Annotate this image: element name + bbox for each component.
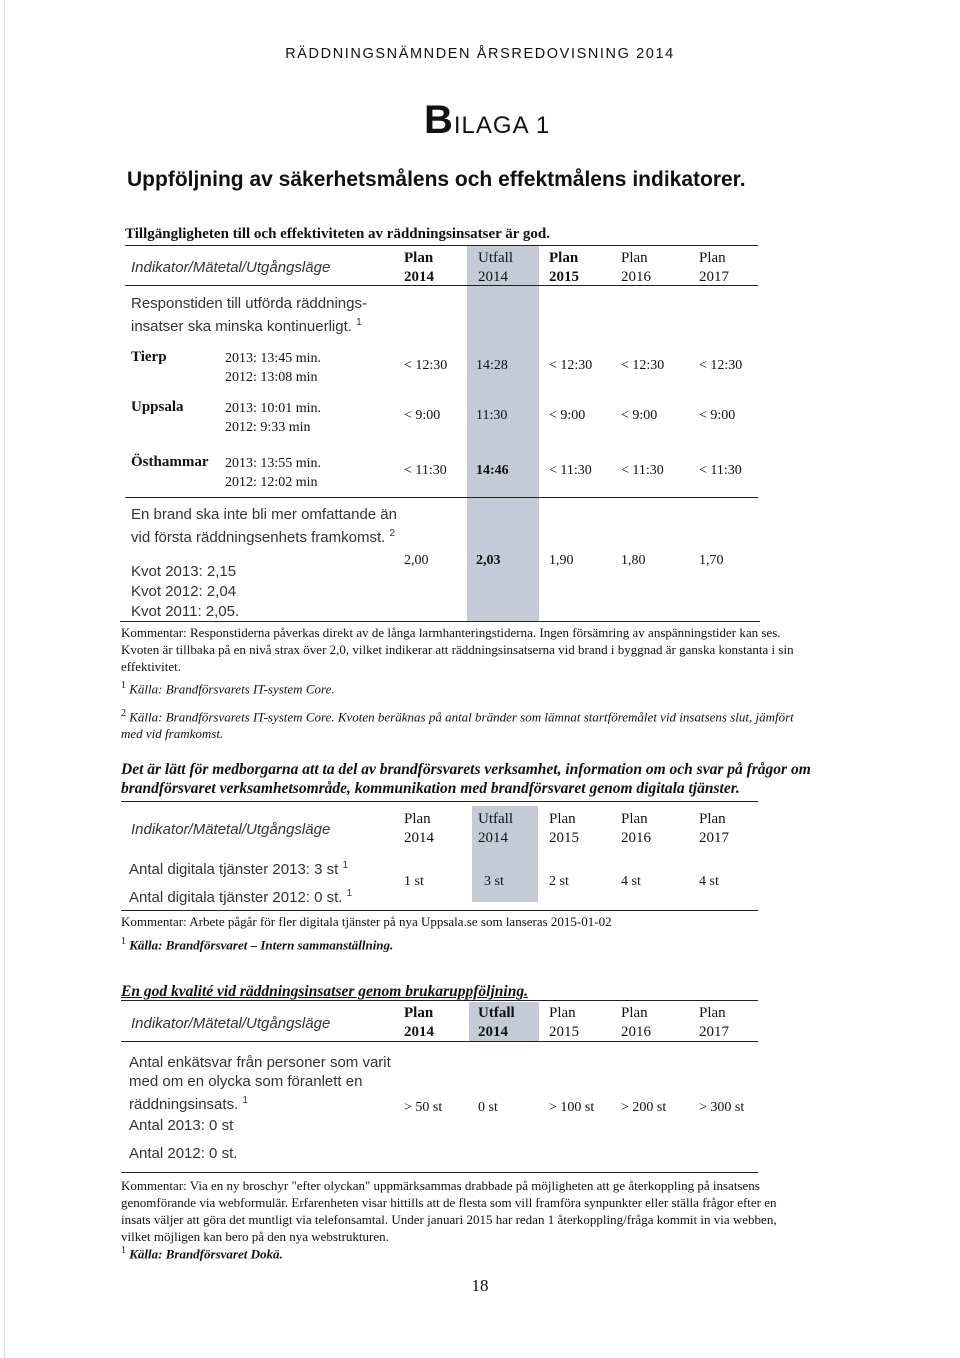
s1-col-plan-2014: Plan 2014	[404, 250, 434, 285]
s1-row-osthammar-name: Östhammar	[131, 454, 209, 470]
section1-bottom-rule	[120, 621, 760, 622]
s1-uppsala-v4: < 9:00	[621, 408, 658, 423]
s1-kvot-v2: 2,03	[476, 553, 501, 568]
s1-tierp-v2: 14:28	[476, 358, 508, 373]
s1-uppsala-v5: < 9:00	[699, 408, 736, 423]
s3-v5: > 300 st	[699, 1100, 745, 1115]
section2-title: Det är lätt för medborgarna att ta del av brandförsvarets verksamhet, information om och svar på frågor om brandförsvaret verksamhetsområde, kommunikation med brandförsvaret genom digitala tjänster.	[121, 761, 811, 797]
s2-comment: Kommentar: Arbete pågår för fler digitala tjänster på nya Uppsala.se som lanseras 2015-01-02	[121, 914, 612, 929]
s2-col-plan-2014: Plan 2014	[404, 811, 434, 846]
section1-title: Tillgängligheten till och effektiviteten av räddningsinsatser är god.	[125, 226, 551, 242]
s1-row-uppsala-baseline: 2013: 10:01 min. 2012: 9:33 min	[225, 401, 322, 435]
section1-indicator-label: Indikator/Mätetal/Utgångsläge	[131, 259, 331, 276]
section2-indicator-label: Indikator/Mätetal/Utgångsläge	[131, 821, 331, 838]
section3-bottom-rule	[121, 1172, 758, 1173]
s1-comment: Kommentar: Responstiderna påverkas direkt av de långa larmhanteringstiderna. Ingen försämring av anspänningstider kan ses. Kvoten är tillbaka på en nivå strax över 2,0, vilket indikerar att räddningsinsatserna vid brand i byggnad är ganska konstanta i sin effektivitet.	[121, 625, 794, 674]
s2-v2: 3 st	[484, 874, 504, 889]
s2-row1-text: Antal digitala tjänster 2013: 3 st $^1$	[129, 860, 349, 878]
section2-bottom-rule	[121, 910, 758, 911]
s1-uppsala-v2: 11:30	[476, 408, 508, 423]
s1-kvot-v4: 1,80	[621, 553, 646, 568]
section1-header-rule	[125, 285, 758, 286]
s1-uppsala-v1: < 9:00	[404, 408, 441, 423]
s3-v3: > 100 st	[549, 1100, 595, 1115]
s1-kvot-list: Kvot 2013: 2,15 Kvot 2012: 2,04 Kvot 2011: 2,05.	[131, 563, 240, 620]
s3-v4: > 200 st	[621, 1100, 667, 1115]
s1-indicator2-text: En brand ska inte bli mer omfattande än vid första räddningsenhets framkomst. $^2$	[131, 506, 397, 546]
s1-tierp-v1: < 12:30	[404, 358, 448, 373]
s1-source1: $^1$ Källa: Brandförsvarets IT-system Core.	[121, 680, 335, 697]
s1-osthammar-v3: < 11:30	[549, 463, 592, 478]
appendix-title	[424, 98, 550, 148]
s1-col-plan-2017: Plan 2017	[699, 250, 729, 285]
s2-source: $^1$ Källa: Brandförsvaret – Intern sammanställning.	[121, 936, 394, 953]
s3-col-plan-2017: Plan 2017	[699, 1005, 729, 1040]
s1-tierp-v3: < 12:30	[549, 358, 593, 373]
s1-col-outcome-2014: Utfall 2014	[478, 250, 513, 285]
s1-kvot-v3: 1,90	[549, 553, 574, 568]
s1-col-plan-2015: Plan 2015	[549, 250, 579, 285]
section3-header-rule	[121, 1041, 758, 1042]
s1-osthammar-v5: < 11:30	[699, 463, 742, 478]
s1-kvot-v1: 2,00	[404, 553, 429, 568]
s1-uppsala-v3: < 9:00	[549, 408, 586, 423]
s1-kvot-v5: 1,70	[699, 553, 724, 568]
s3-col-outcome-2014: Utfall 2014	[478, 1005, 515, 1040]
section1-mid-rule	[125, 497, 758, 498]
section3-top-rule	[121, 1000, 758, 1001]
s2-row2-text: Antal digitala tjänster 2012: 0 st. $^1$	[129, 888, 353, 906]
s2-v3: 2 st	[549, 874, 569, 889]
s1-row-uppsala-name: Uppsala	[131, 399, 184, 415]
main-heading: Uppföljning av säkerhetsmålens och effektmålens indikatorer.	[127, 168, 746, 191]
s3-comment: Kommentar: Via en ny broschyr "efter olyckan" uppmärksammas drabbade på möjligheten att ge återkoppling på insatsens genomförande via webformulär. Erfarenheten visar hittills att de flesta som vill framföra synpunkter eller ställa frågor efter en insats väljer att göra det muntligt via telefonsamtal. Under januari 2015 har redan 1 återkoppling/fråga kommit in via webben, vilket möjligen kan bero på den nya webstrukturen.	[121, 1178, 777, 1244]
appendix-title-initial: B	[424, 98, 454, 142]
s2-col-outcome-2014: Utfall 2014	[478, 811, 513, 846]
s3-col-plan-2016: Plan 2016	[621, 1005, 651, 1040]
s3-antal-2012: Antal 2012: 0 st.	[129, 1145, 238, 1162]
section2-top-rule	[121, 801, 758, 802]
section3-title: En god kvalité vid räddningsinsatser genom brukaruppföljning.	[121, 983, 528, 1000]
s1-col-plan-2016: Plan 2016	[621, 250, 651, 285]
s2-col-plan-2017: Plan 2017	[699, 811, 729, 846]
section3-indicator-label: Indikator/Mätetal/Utgångsläge	[131, 1015, 331, 1032]
section1-top-rule	[125, 245, 758, 246]
s3-indicator-text: Antal enkätsvar från personer som varit med om en olycka som föranlett en räddningsinsats. $^1$	[129, 1054, 391, 1113]
s3-v1: > 50 st	[404, 1100, 443, 1115]
appendix-title-rest: ILAGA 1	[453, 112, 551, 139]
s1-row-tierp-baseline: 2013: 13:45 min. 2012: 13:08 min	[225, 351, 322, 385]
s1-tierp-v5: < 12:30	[699, 358, 743, 373]
s2-v1: 1 st	[404, 874, 424, 889]
s1-source2: $^2$ Källa: Brandförsvarets IT-system Core. Kvoten beräknas på antal bränder som lämnat startföremålet vid insatsens slut, jämfört med vid framkomst.	[121, 708, 794, 742]
s2-v4: 4 st	[621, 874, 641, 889]
s3-v2: 0 st	[478, 1100, 498, 1115]
s3-antal-2013: Antal 2013: 0 st	[129, 1117, 234, 1134]
s3-source: $^1$ Källa: Brandförsvaret Dokä.	[121, 1245, 283, 1262]
s2-v5: 4 st	[699, 874, 719, 889]
s1-tierp-v4: < 12:30	[621, 358, 665, 373]
left-margin-line	[4, 0, 5, 1358]
page-header: RÄDDNINGSNÄMNDEN ÅRSREDOVISNING 2014	[285, 46, 675, 62]
s3-col-plan-2015: Plan 2015	[549, 1005, 579, 1040]
s1-osthammar-v2: 14:46	[476, 463, 509, 478]
s1-indicator-text: Responstiden till utförda räddnings- insatser ska minska kontinuerligt. $^1$	[131, 295, 367, 335]
s1-osthammar-v4: < 11:30	[621, 463, 664, 478]
s3-col-plan-2014: Plan 2014	[404, 1005, 434, 1040]
page-number: 18	[471, 1276, 489, 1295]
s1-row-tierp-name: Tierp	[131, 349, 167, 365]
s2-col-plan-2016: Plan 2016	[621, 811, 651, 846]
s1-osthammar-v1: < 11:30	[404, 463, 447, 478]
s1-row-osthammar-baseline: 2013: 13:55 min. 2012: 12:02 min	[225, 456, 322, 490]
s2-col-plan-2015: Plan 2015	[549, 811, 579, 846]
